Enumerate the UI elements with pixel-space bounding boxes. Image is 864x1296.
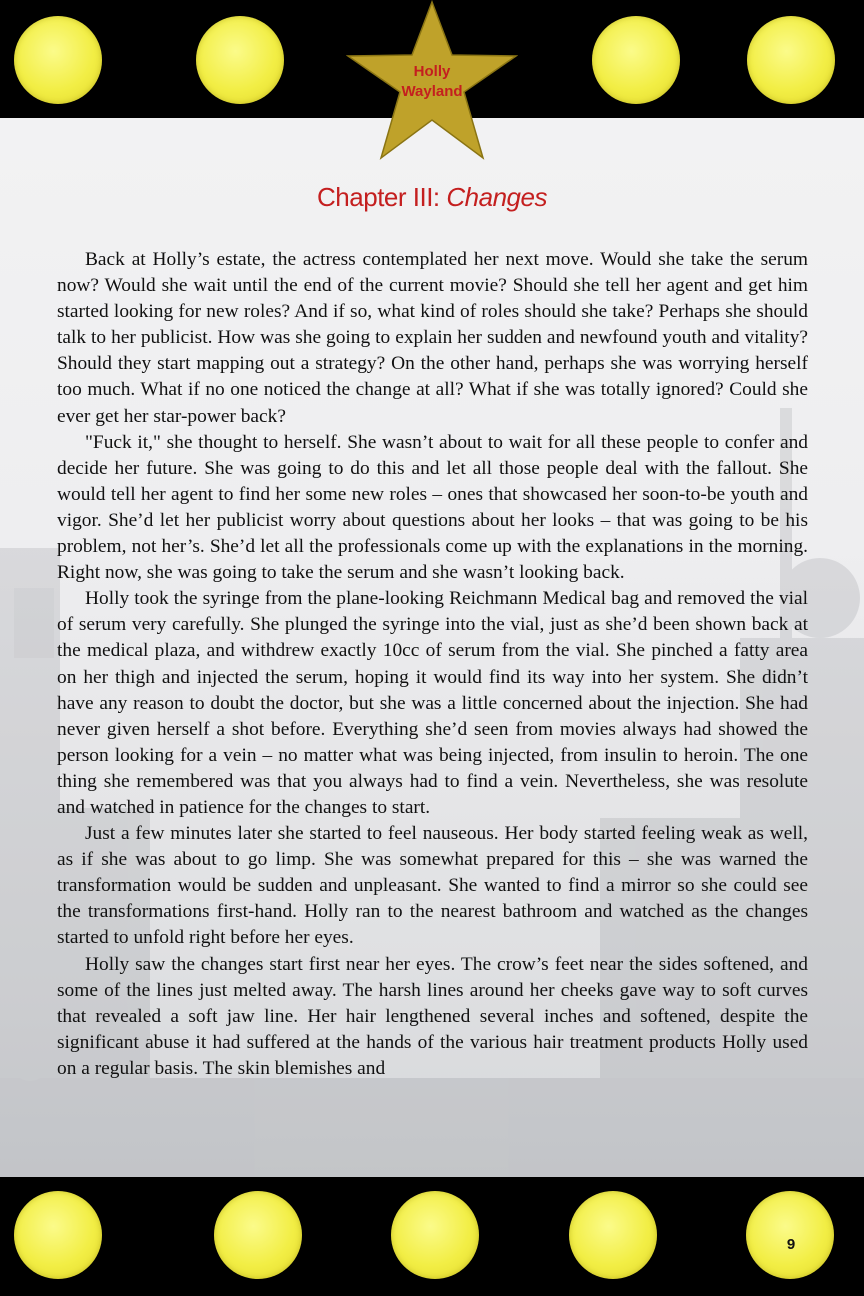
chapter-prefix: Chapter III:	[317, 182, 447, 212]
paragraph: "Fuck it," she thought to herself. She wasn’t about to wait for all these people to confer and decide her future. She was going to do this and let all those people deal with the fallout. She would tell her agent to find her some new roles – ones that showcased her soon-to-be youth and vigor. She’d let her publicist worry about questions about her looks – that was going to be his problem, not her’s. She’d let all the professionals come up with the explanations in the morning. Right now, she was going to take the serum and she wasn’t looking back.	[57, 431, 808, 584]
light-bulb-icon	[14, 16, 102, 104]
bottom-marquee-band	[0, 1177, 864, 1296]
paragraph: Just a few minutes later she started to feel nauseous. Her body started feeling weak as well, as if she was about to go limp. She was somewhat prepared for this – she was warned the transformation would be sudden and unpleasant. She wanted to find a mirror so she could see the transformations first-hand. Holly ran to the nearest bathroom and watched as the changes started to unfold right before her eyes.	[57, 823, 808, 949]
chapter-title	[0, 182, 864, 213]
chapter-name: Changes	[446, 182, 547, 212]
light-bulb-icon	[569, 1191, 657, 1279]
light-bulb-icon	[14, 1191, 102, 1279]
star-text-line1: Holly	[413, 63, 451, 80]
story-text	[57, 247, 808, 1082]
paragraph: Holly took the syringe from the plane-looking Reichmann Medical bag and removed the vial of serum very carefully. She plunged the syringe into the vial, just as she’d been shown back at the medical plaza, and withdrew exactly 10cc of serum from the vial. She pinched a fatty area on her thigh and injected the serum, hoping it would find its way into her system. She didn’t have any reason to doubt the doctor, but she was a little concerned about the injection. She had never given herself a shot before. Everything she’d seen from movies always had showed the person looking for a vein – no matter what was being injected, from insulin to heroin. The one thing she remembered was that you always had to find a vein. Nevertheless, she was resolute and watched in patience for the changes to start.	[57, 588, 808, 818]
page-number: 9	[786, 1236, 796, 1253]
star-text-line2: Wayland	[401, 83, 463, 100]
light-bulb-icon	[746, 1191, 834, 1279]
paragraph: Holly saw the changes start first near her eyes. The crow’s feet near the sides softened, and some of the lines just melted away. The harsh lines around her cheeks gave way to soft curves that revealed a soft jaw line. Her hair lengthened several inches and softened, despite the significant abuse it had suffered at the hands of the various hair treatment products Holly used on a regular basis. The skin blemishes and	[57, 953, 808, 1079]
star-icon	[346, 0, 518, 162]
light-bulb-icon	[196, 16, 284, 104]
light-bulb-icon	[214, 1191, 302, 1279]
light-bulb-icon	[592, 16, 680, 104]
light-bulb-icon	[747, 16, 835, 104]
light-bulb-icon	[391, 1191, 479, 1279]
paragraph: Back at Holly’s estate, the actress contemplated her next move. Would she take the serum now? Would she wait until the end of the current movie? Should she tell her agent and get him started looking for new roles? And if so, what kind of roles should she take? Perhaps she should talk to her publicist. How was she going to explain her sudden and newfound youth and vitality? Should they start mapping out a strategy? On the other hand, perhaps she was worrying herself too much. What if no one noticed the change at all? What if she was totally ignored? Could she ever get her star-power back?	[57, 249, 808, 427]
